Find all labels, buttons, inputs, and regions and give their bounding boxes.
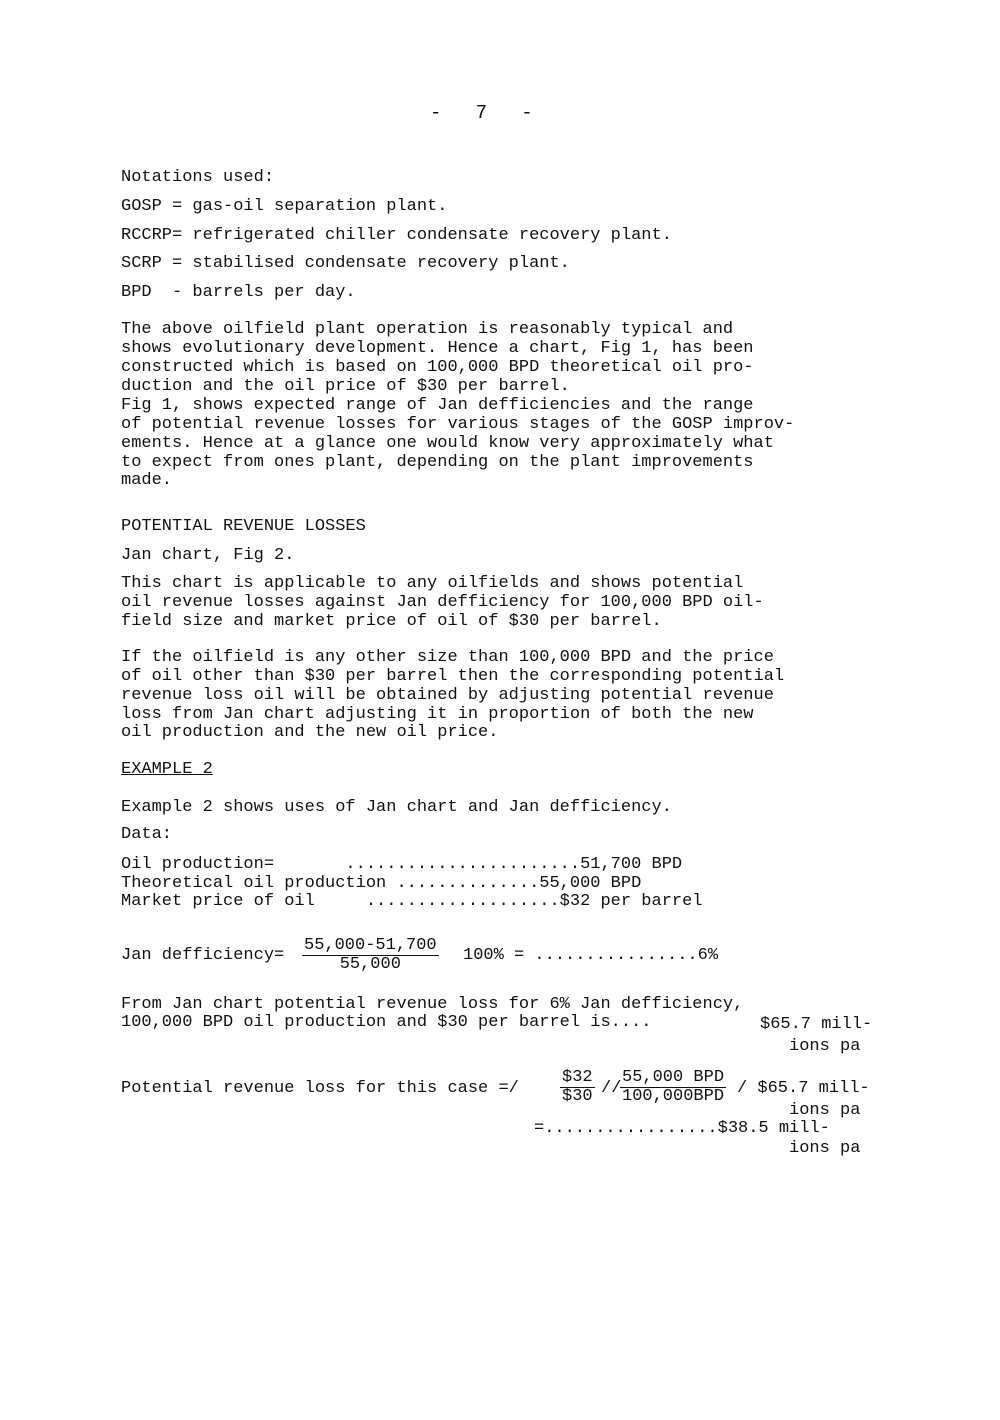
fraction-separator: // — [601, 1079, 622, 1098]
production-ratio-fraction — [620, 1069, 726, 1106]
from-chart-value: $65.7 mill- — [760, 1015, 873, 1034]
from-chart-value-cont: ions pa — [789, 1037, 861, 1056]
intro-line: of potential revenue losses for various stages of the GOSP improv- — [121, 415, 795, 434]
adjust-paragraph-line: revenue loss oil will be obtained by adjusting potential revenue — [121, 686, 774, 705]
from-chart-line2: 100,000 BPD oil production and $30 per barrel is.... — [121, 1013, 652, 1032]
chart-paragraph-line: This chart is applicable to any oilfields and shows potential — [121, 574, 744, 593]
example-heading: EXAMPLE 2 — [121, 760, 213, 779]
potential-loss-cont1: ions pa — [789, 1101, 861, 1120]
data-label: Data: — [121, 825, 173, 844]
potential-loss-result: =.................$38.5 mill- — [534, 1119, 830, 1138]
notation-gosp: GOSP = gas-oil separation plant. — [121, 197, 448, 216]
price-ratio-numerator: $32 — [562, 1068, 593, 1087]
adjust-paragraph-line: oil production and the new oil price. — [121, 723, 499, 742]
production-ratio-denominator: 100,000BPD — [622, 1087, 725, 1106]
intro-line: made. — [121, 471, 173, 490]
potential-loss-cont2: ions pa — [789, 1139, 861, 1158]
intro-line: The above oilfield plant operation is reasonably typical and — [121, 320, 734, 339]
intro-line: shows evolutionary development. Hence a chart, Fig 1, has been — [121, 339, 754, 358]
price-ratio-fraction — [560, 1069, 595, 1106]
price-ratio-denominator: $30 — [562, 1087, 593, 1106]
adjust-paragraph-line: If the oilfield is any other size than 100,000 BPD and the price — [121, 648, 774, 667]
intro-line: ements. Hence at a glance one would know very approximately what — [121, 434, 774, 453]
notation-scrp: SCRP = stabilised condensate recovery plant. — [121, 254, 570, 273]
potential-loss-prefix: Potential revenue loss for this case =/ — [121, 1079, 519, 1098]
data-line-oil-production: Oil production= .......................51,700 BPD — [121, 855, 683, 874]
data-line-theoretical: Theoretical oil production ..............55,000 BPD — [121, 874, 642, 893]
potential-loss-suffix: / $65.7 mill- — [737, 1079, 870, 1098]
notation-rccrp: RCCRP= refrigerated chiller condensate recovery plant. — [121, 226, 672, 245]
intro-line: constructed which is based on 100,000 BPD theoretical oil pro- — [121, 358, 754, 377]
chart-paragraph-line: field size and market price of oil of $30 per barrel. — [121, 612, 662, 631]
chart-paragraph-line: oil revenue losses against Jan defficiency for 100,000 BPD oil- — [121, 593, 764, 612]
intro-line: duction and the oil price of $30 per barrel. — [121, 377, 570, 396]
jan-formula-fraction — [302, 937, 439, 974]
jan-formula-suffix: 100% = ................6% — [463, 946, 719, 965]
adjust-paragraph-line: loss from Jan chart adjusting it in proportion of both the new — [121, 705, 754, 724]
jan-formula-denominator: 55,000 — [339, 955, 401, 974]
sub-heading: Jan chart, Fig 2. — [121, 546, 295, 565]
notations-heading: Notations used: — [121, 168, 275, 187]
notation-bpd: BPD - barrels per day. — [121, 283, 356, 302]
intro-line: to expect from ones plant, depending on the plant improvements — [121, 453, 754, 472]
from-chart-line1: From Jan chart potential revenue loss for 6% Jan defficiency, — [121, 995, 744, 1014]
example-intro: Example 2 shows uses of Jan chart and Jan defficiency. — [121, 798, 672, 817]
data-line-market-price: Market price of oil ...................$32 per barrel — [121, 892, 703, 911]
intro-line: Fig 1, shows expected range of Jan defficiencies and the range — [121, 396, 754, 415]
adjust-paragraph-line: of oil other than $30 per barrel then the corresponding potential — [121, 667, 785, 686]
production-ratio-numerator: 55,000 BPD — [622, 1068, 725, 1087]
page-number: - 7 - — [430, 102, 533, 124]
jan-formula-prefix: Jan defficiency= — [121, 946, 285, 965]
section-heading: POTENTIAL REVENUE LOSSES — [121, 517, 366, 536]
jan-formula-numerator: 55,000-51,700 — [304, 936, 437, 955]
